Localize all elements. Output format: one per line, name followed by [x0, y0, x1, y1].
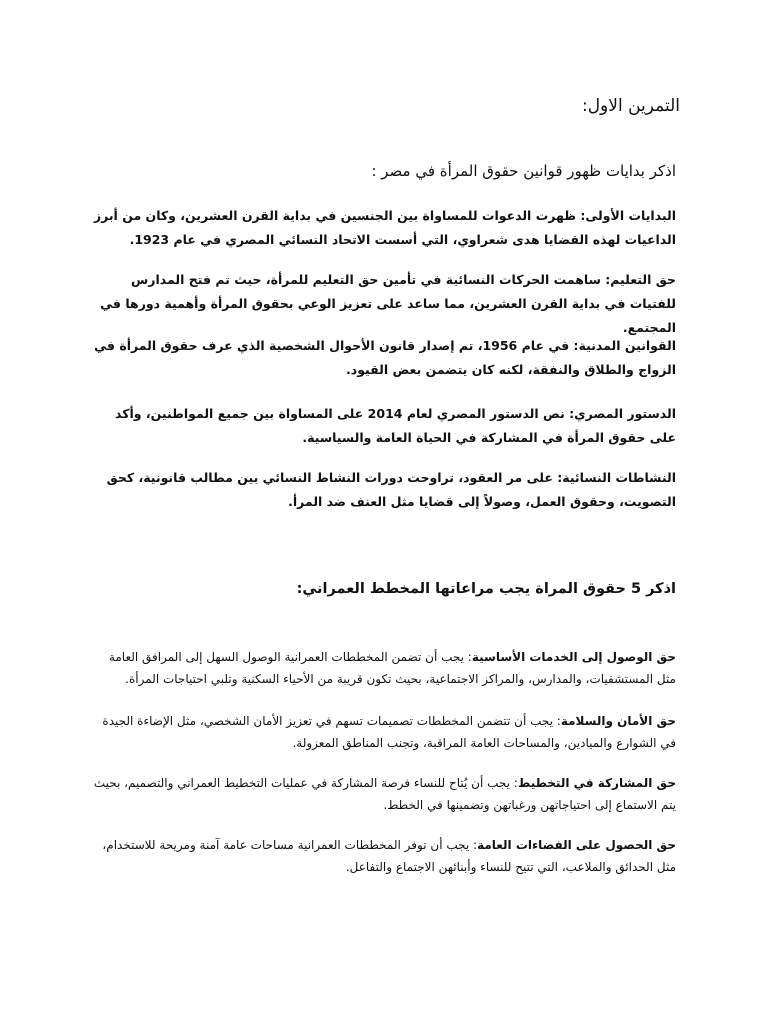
exercise-title: التمرين الاول: — [581, 96, 680, 116]
right-text: : يجب أن يُتاح للنساء فرصة المشاركة في عمليات التخطيط العمراني والتصميم، بحيث يتم الاستماع إلى احتياجاتهن ورغباتهن وتضمينها في الخطط. — [93, 776, 676, 812]
right-label: حق المشاركة في التخطيط — [517, 776, 676, 790]
paragraph-women-activism: النشاطات النسائية: على مر العقود، تراوحت دورات النشاط النسائي بين مطالب قانونية، كحق التصويت، وحقوق العمل، وصولاً إلى قضايا مثل العنف ضد المرأ. — [106, 470, 676, 509]
paragraph-early-beginnings: البدايات الأولى: ظهرت الدعوات للمساواة بين الجنسين في بداية القرن العشرين، وكان من أبرز الداعيات لهذه القضايا هدى شعراوي، التي أسست الاتحاد النسائي المصري في عام 1923. — [93, 208, 676, 247]
right-label: حق الأمان والسلامة — [560, 714, 676, 728]
right-item-participation — [86, 772, 676, 816]
paragraph-civil-laws: القوانين المدنية: في عام 1956، تم إصدار قانون الأحوال الشخصية الذي عرف حقوق المرأة في الزواج والطلاق والنفقة، لكنه كان يتضمن بعض القيود. — [94, 338, 676, 377]
right-text: : يجب أن تتضمن المخططات تصميمات تسهم في تعزيز الأمان الشخصي، مثل الإضاءة الجيدة في الشوارع والميادين، والمساحات العامة المراقبة، وتجنب المناطق المعزولة. — [102, 714, 676, 750]
right-text: : يجب أن توفر المخططات العمرانية مساحات عامة آمنة ومريحة للاستخدام، مثل الحدائق والملاعب، التي تتيح للنساء وأبنائهن الاجتماع والتفاعل. — [102, 838, 676, 874]
paragraph-education-right: حق التعليم: ساهمت الحركات النسائية في تأمين حق التعليم للمرأة، حيث تم فتح المدارس للفتيات في بداية القرن العشرين، مما ساعد على تعزيز الوعي بحقوق المرأة وأهمية دورها في المجتمع. — [100, 272, 676, 335]
right-item-safety — [86, 710, 676, 754]
right-item-basic-services — [86, 646, 676, 690]
question-1: اذكر بدايات ظهور قوانين حقوق المرأة في مصر : — [371, 162, 676, 180]
question-2: اذكر 5 حقوق المراة يجب مراعاتها المخطط العمراني: — [296, 581, 676, 597]
right-label: حق الحصول على الفضاءات العامة — [477, 838, 676, 852]
right-label: حق الوصول إلى الخدمات الأساسية — [471, 650, 676, 664]
right-text: : يجب أن تضمن المخططات العمرانية الوصول السهل إلى المرافق العامة مثل المستشفيات، والمدارس، والمراكز الاجتماعية، بحيث تكون قريبة من الأحياء السكنية وتلبي احتياجات المرأة. — [108, 650, 676, 686]
right-item-public-spaces — [86, 834, 676, 878]
paragraph-constitution: الدستور المصري: نص الدستور المصري لعام 2014 على المساواة بين جميع المواطنين، وأكد على حقوق المرأة في المشاركة في الحياة العامة والسياسية. — [114, 406, 676, 445]
